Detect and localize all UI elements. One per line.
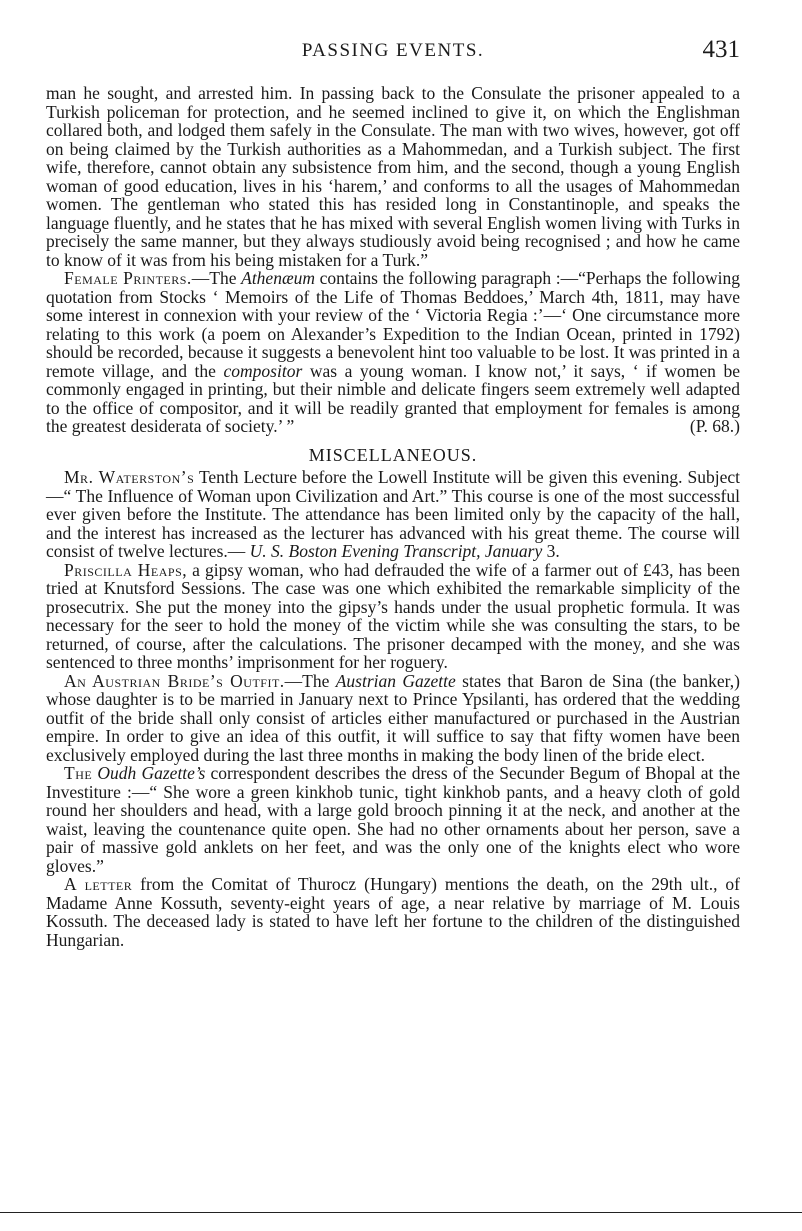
austrian-bride-dash: —The	[284, 670, 336, 691]
page-reference: (P. 68.)	[689, 416, 740, 436]
kossuth-text: from the Comitat of Thurocz (Hungary) mentions the death, on the 29th ult., of Madame Anne Kossuth, seventy-eight years of age, a near relative by marriage of M. Louis Kossuth. The deceased lady is stated to have left her fortune to the children of the distinguished Hungarian.	[46, 874, 740, 950]
oudh-the: The	[64, 763, 93, 783]
compositor-word: compositor	[223, 360, 303, 381]
waterston-source-end: 3.	[542, 541, 560, 561]
bottom-rule	[0, 1212, 802, 1213]
female-printers-text-2: was a young woman. I know not,’ it says, ‘ if women be commonly engaged in printing, but their nimble and delicate fingers seem extremely well adapted to the office of compositor, and it will be readily granted that employment for females is among the greatest desiderata of society.’ ”	[46, 360, 740, 436]
austrian-bride-title: An Austrian Bride’s Outfit.	[64, 670, 285, 691]
continuation-text: man he sought, and arrested him. In passing back to the Consulate the prisoner appealed to a Turkish policeman for protection, and he seemed inclined to give it, on which the Englishman collared both, and lodged them safely in the Consulate. The man with two wives, however, got off on being claimed by the Turkish authorities as a Mahommedan, and a Turkish subject. The first wife, therefore, cannot obtain any subsistence from him, and the second, though a young English woman of good education, lives in his ‘harem,’ and conforms to all the usages of Mahommedan women. The gentleman who stated this has resided long in Constantinople, and speaks the language fluently, and he states that he has mixed with several English women living with Turks in precisely the same manner, but they always studiously avoid being recognised ; and how he came to know of it was from his being mistaken for a Turk.”	[46, 83, 740, 270]
female-printers-text-1: contains the following paragraph :—“Perhaps the following quotation from Stocks ‘ Memoirs of the Life of Thomas Beddoes,’ March 4th, 1811, may have some interest in connexion with your review of the ‘ Victoria Regia :’—‘ One circumstance more relating to this work (a poem on Alexander’s Expedition to the Indian Ocean, printed in 1792) should be recorded, because it suggests a benevolent hint too valuable to be lost. It was printed in a remote village, and the	[46, 268, 740, 381]
waterston-source: U. S. Boston Evening Transcript, January	[249, 541, 543, 561]
waterston-paragraph	[46, 468, 740, 561]
kossuth-title: A letter	[64, 874, 133, 894]
section-heading-miscellaneous: MISCELLANEOUS.	[308, 444, 478, 465]
waterston-title: Mr. Waterston’s	[64, 467, 195, 487]
oudh-text: correspondent describes the dress of the Secunder Begum of Bhopal at the Investiture :—“ She wore a green kinkhob tunic, tight kinkhob pants, and a heavy cloth of gold round her shoulders and head, with a large gold brooch pinning it at the neck, and another at the waist, leaving the countenance quite open. She had no other ornaments about her person, save a pair of massive gold anklets on her feet, and was the only one of the knights elect who wore gloves.”	[46, 763, 740, 876]
oudh-paragraph	[46, 764, 740, 875]
austrian-bride-text: states that Baron de Sina (the banker,) whose daughter is to be married in January next to Prince Ypsilanti, has ordered that the wedding outfit of the bride shall only consist of articles either manufactured or purchased in the Austrian empire. In order to give an idea of this outfit, it will suffice to say that fifty women have been exclusively employed during the last three months in making the body linen of the bride elect.	[46, 670, 740, 765]
austrian-gazette-title: Austrian Gazette	[335, 670, 456, 691]
priscilla-title: Priscilla Heaps,	[64, 559, 188, 580]
oudh-gazette-title: Oudh Gazette’s	[97, 763, 206, 783]
kossuth-paragraph	[46, 875, 740, 949]
page-number: 431	[702, 36, 740, 63]
priscilla-text: a gipsy woman, who had defrauded the wife of a farmer out of £43, has been tried at Knutsford Sessions. The case was one which exhibited the remarkable simplicity of the prosecutrix. She put the money into the gipsy’s hands under the usual prophetic formula. It was necessary for the seer to hold the money of the victim while she was consulting the stars, to be returned, of course, after the calculations. The prisoner decamped with the money, and she was sentenced to three months’ imprisonment for her roguery.	[46, 559, 740, 672]
athenaeum-title: Athenæum	[241, 268, 316, 288]
waterston-text: Tenth Lecture before the Lowell Institute will be given this evening. Subject—“ The Influence of Woman upon Civilization and Art.” This course is one of the most successful ever given before the Institute. The attendance has been limited only by the capacity of the hall, and the interest has increased as the lecturer has advanced with his great theme. The course will consist of twelve lectures.—	[46, 467, 741, 561]
female-printers-paragraph	[46, 269, 740, 436]
priscilla-paragraph	[46, 561, 740, 672]
female-printers-title: Female Printers.	[64, 268, 192, 288]
continuation-paragraph	[46, 84, 740, 269]
running-title: PASSING EVENTS.	[301, 40, 485, 61]
austrian-bride-paragraph	[46, 672, 740, 765]
body-text	[46, 84, 740, 949]
female-printers-dash: —The	[191, 268, 242, 288]
running-head	[46, 36, 740, 66]
